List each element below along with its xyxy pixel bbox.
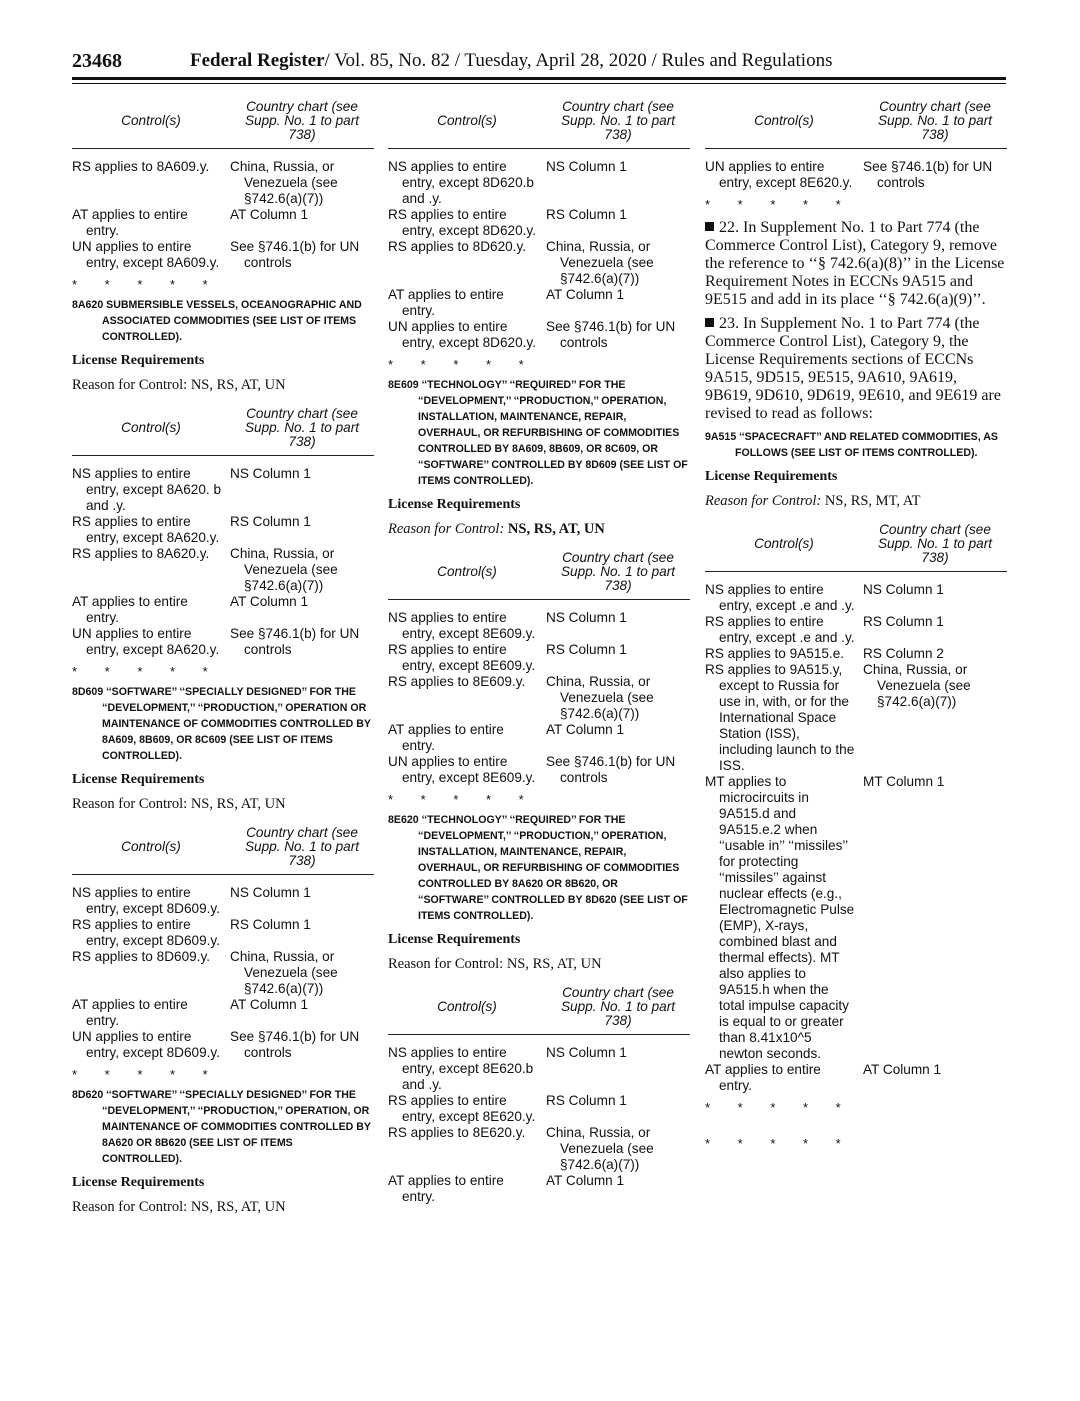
eccn-heading: 8E609 ‘‘TECHNOLOGY’’ ‘‘REQUIRED’’ FOR THE ‘‘DEVELOPMENT,’’ ‘‘PRODUCTION,’’ OPERATION, INSTALLATION, MAINTENANCE, REPAIR, OVERHAUL, OR REFURBISHING OF COMMODITIES CONTROLLED BY 8A609, 8B609, OR 8C609, OR ‘‘SOFTWARE’’ CONTROLLED BY 8D609 (SEE LIST OF ITEMS CONTROLLED). xyxy=(388,379,688,487)
control-header: Control(s) xyxy=(121,420,181,435)
reason-for-control xyxy=(388,956,690,972)
control-cell: RS applies to entire entry, except .e and .y. xyxy=(705,614,855,645)
control-cell: RS applies to entire entry, except 8E609.y. xyxy=(388,642,536,673)
country-chart-cell: China, Russia, or Venezuela (see §742.6(a)(7)) xyxy=(230,546,338,593)
country-chart-cell: See §746.1(b) for UN controls xyxy=(230,626,360,657)
country-chart-cell: RS Column 1 xyxy=(863,614,944,629)
paragraph-text: 23. In Supplement No. 1 to Part 774 (the Commerce Control List), Category 9, the License Requirements sections of ECCNs 9A515, 9D515, 9E515, 9A610, 9A619, 9B619, 9D610, 9D619, 9E610, and 9E619 are revised to read as follows: xyxy=(705,315,1001,422)
reason-label: Reason for Control: xyxy=(388,521,505,537)
country-chart-header: Country chart (see Supp. No. 1 to part 738) xyxy=(877,99,993,142)
control-cell: NS applies to entire entry, except 8D609.y. xyxy=(72,885,220,916)
table-row xyxy=(72,239,374,271)
control-cell: NS applies to entire entry, except 8A620. b and .y. xyxy=(72,466,222,513)
country-chart-cell: RS Column 2 xyxy=(863,646,944,661)
country-chart-header: Country chart (see Supp. No. 1 to part 738) xyxy=(560,99,676,142)
table-header xyxy=(388,986,690,1035)
license-table xyxy=(72,159,374,271)
country-chart-cell: RS Column 1 xyxy=(546,207,627,222)
table-row xyxy=(705,774,1007,1062)
square-bullet-icon xyxy=(705,222,714,231)
license-requirements-heading: License Requirements xyxy=(72,772,205,787)
table-row xyxy=(388,722,690,754)
control-cell: RS applies to 8A609.y. xyxy=(72,159,210,174)
ellipsis-stars: * * * * * xyxy=(72,664,208,679)
ellipsis-stars: * * * * * xyxy=(388,792,524,807)
reason-for-control xyxy=(72,377,374,393)
eccn-heading: 9A515 ‘‘SPACECRAFT’’ AND RELATED COMMODITIES, AS FOLLOWS (SEE LIST OF ITEMS CONTROLLED). xyxy=(705,431,998,459)
country-chart-cell: China, Russia, or Venezuela (see §742.6(a)(7)) xyxy=(230,159,338,206)
table-row xyxy=(72,917,374,949)
control-cell: AT applies to entire entry. xyxy=(388,1173,504,1204)
reason-value: NS, RS, AT, UN xyxy=(190,377,286,393)
control-header: Control(s) xyxy=(121,113,181,128)
reason-label: Reason for Control: xyxy=(72,377,188,393)
table-row xyxy=(72,159,374,207)
license-table xyxy=(388,610,690,786)
reason-value: NS, RS, AT, UN xyxy=(507,521,605,537)
table-row xyxy=(72,997,374,1029)
control-cell: UN applies to entire entry, except 8D620.y. xyxy=(388,319,536,350)
country-chart-cell: RS Column 1 xyxy=(230,917,311,932)
amendment-paragraph-22 xyxy=(705,219,1007,309)
table-header xyxy=(705,523,1007,572)
license-table xyxy=(72,885,374,1061)
table-header xyxy=(388,100,690,149)
country-chart-cell: AT Column 1 xyxy=(230,594,309,609)
square-bullet-icon xyxy=(705,318,714,327)
control-cell: NS applies to entire entry, except 8E609.y. xyxy=(388,610,536,641)
table-row xyxy=(388,610,690,642)
country-chart-cell: See §746.1(b) for UN controls xyxy=(230,1029,360,1060)
license-table xyxy=(72,466,374,658)
reason-for-control xyxy=(72,1199,374,1215)
column-3 xyxy=(705,100,1007,1156)
country-chart-cell: AT Column 1 xyxy=(546,1173,625,1188)
country-chart-cell: NS Column 1 xyxy=(230,466,311,481)
control-cell: AT applies to entire entry. xyxy=(72,594,188,625)
country-chart-header: Country chart (see Supp. No. 1 to part 738) xyxy=(244,99,360,142)
reason-value: NS, RS, AT, UN xyxy=(506,956,602,972)
country-chart-cell: AT Column 1 xyxy=(546,287,625,302)
country-chart-cell: NS Column 1 xyxy=(546,159,627,174)
table-row xyxy=(72,207,374,239)
country-chart-header: Country chart (see Supp. No. 1 to part 738) xyxy=(244,406,360,449)
control-cell: NS applies to entire entry, except .e and .y. xyxy=(705,582,855,613)
control-cell: UN applies to entire entry, except 8A620.y. xyxy=(72,626,220,657)
ellipsis-stars: * * * * * xyxy=(72,277,208,292)
country-chart-cell: RS Column 1 xyxy=(546,642,627,657)
table-row xyxy=(388,239,690,287)
license-requirements-heading: License Requirements xyxy=(72,353,205,368)
page-number: 23468 xyxy=(72,50,122,72)
table-row xyxy=(388,674,690,722)
ellipsis-stars: * * * * * xyxy=(388,357,524,372)
control-cell: NS applies to entire entry, except 8D620.b and .y. xyxy=(388,159,534,206)
table-row xyxy=(705,1062,1007,1094)
table-row xyxy=(705,614,1007,646)
table-row xyxy=(72,1029,374,1061)
country-chart-header: Country chart (see Supp. No. 1 to part 738) xyxy=(877,522,993,565)
table-header xyxy=(72,407,374,456)
control-header: Control(s) xyxy=(437,564,497,579)
paragraph-text: 22. In Supplement No. 1 to Part 774 (the Commerce Control List), Category 9, remove the reference to ‘‘§ 742.6(a)(8)’’ in the License Requirement Notes in ECCNs 9A515 and 9E515 and add in its place ‘‘§ 742.6(a)(9)’’. xyxy=(705,219,1005,308)
ellipsis-stars: * * * * * xyxy=(72,1067,208,1082)
control-cell: RS applies to 8A620.y. xyxy=(72,546,210,561)
table-row xyxy=(388,1045,690,1093)
ellipsis-stars: * * * * * xyxy=(705,1136,841,1151)
license-table xyxy=(388,1045,690,1205)
control-cell: AT applies to entire entry. xyxy=(72,207,188,238)
eccn-heading: 8A620 SUBMERSIBLE VESSELS, OCEANOGRAPHIC AND ASSOCIATED COMMODITIES (SEE LIST OF ITEMS CONTROLLED). xyxy=(72,299,362,343)
reason-label: Reason for Control: xyxy=(72,1199,188,1215)
control-cell: UN applies to entire entry, except 8E609.y. xyxy=(388,754,536,785)
control-cell: UN applies to entire entry, except 8D609.y. xyxy=(72,1029,220,1060)
table-row xyxy=(388,207,690,239)
country-chart-cell: See §746.1(b) for UN controls xyxy=(546,319,676,350)
issue-info: / Vol. 85, No. 82 / Tuesday, April 28, 2020 / Rules and Regulations xyxy=(324,50,833,71)
table-row xyxy=(388,1173,690,1205)
country-chart-cell: RS Column 1 xyxy=(546,1093,627,1108)
control-header: Control(s) xyxy=(121,839,181,854)
table-row xyxy=(388,642,690,674)
eccn-heading: 8E620 ‘‘TECHNOLOGY’’ ‘‘REQUIRED’’ FOR THE ‘‘DEVELOPMENT,’’ ‘‘PRODUCTION,’’ OPERATION, INSTALLATION, MAINTENANCE, REPAIR, OVERHAUL, OR REFURBISHING OF COMMODITIES CONTROLLED BY 8A620 OR 8B620, OR ‘‘SOFTWARE’’ CONTROLLED BY 8D620 (SEE LIST OF ITEMS CONTROLLED). xyxy=(388,814,688,922)
license-requirements-heading: License Requirements xyxy=(72,1175,205,1190)
control-cell: RS applies to 8E609.y. xyxy=(388,674,526,689)
license-requirements-heading: License Requirements xyxy=(705,469,838,484)
license-requirements-heading: License Requirements xyxy=(388,932,521,947)
license-requirements-heading: License Requirements xyxy=(388,497,521,512)
license-table xyxy=(705,159,1007,191)
eccn-heading: 8D620 ‘‘SOFTWARE’’ ‘‘SPECIALLY DESIGNED’’ FOR THE ‘‘DEVELOPMENT,’’ ‘‘PRODUCTION,’’ OPERATION, OR MAINTENANCE OF COMMODITIES CONTROLLED BY 8A620 OR 8B620 (SEE LIST OF ITEMS CONTROLLED). xyxy=(72,1089,371,1165)
table-row xyxy=(388,1093,690,1125)
country-chart-cell: China, Russia, or Venezuela (see §742.6(a)(7)) xyxy=(546,239,654,286)
table-row xyxy=(72,885,374,917)
table-row xyxy=(388,754,690,786)
control-cell: AT applies to entire entry. xyxy=(72,997,188,1028)
publication-name: Federal Register xyxy=(190,50,325,71)
country-chart-cell: NS Column 1 xyxy=(863,582,944,597)
country-chart-cell: AT Column 1 xyxy=(230,997,309,1012)
country-chart-cell: China, Russia, or Venezuela (see §742.6(a)(7)) xyxy=(230,949,338,996)
table-row xyxy=(388,159,690,207)
table-row xyxy=(388,287,690,319)
table-row xyxy=(388,1125,690,1173)
control-header: Control(s) xyxy=(437,999,497,1014)
control-cell: RS applies to entire entry, except 8E620.y. xyxy=(388,1093,536,1124)
license-table xyxy=(705,582,1007,1094)
country-chart-cell: AT Column 1 xyxy=(230,207,309,222)
table-row xyxy=(705,159,1007,191)
reason-label: Reason for Control: xyxy=(388,956,504,972)
table-row xyxy=(72,626,374,658)
country-chart-cell: NS Column 1 xyxy=(546,1045,627,1060)
table-row xyxy=(72,949,374,997)
country-chart-header: Country chart (see Supp. No. 1 to part 738) xyxy=(560,985,676,1028)
control-cell: RS applies to 9A515.y, except to Russia for use in, with, or for the International Space Station (ISS), including launch to the ISS. xyxy=(705,662,855,773)
table-row xyxy=(388,319,690,351)
table-row xyxy=(705,662,1007,774)
control-cell: RS applies to 8D620.y. xyxy=(388,239,527,254)
reason-for-control xyxy=(705,493,1007,509)
table-row xyxy=(72,514,374,546)
control-cell: NS applies to entire entry, except 8E620.b and .y. xyxy=(388,1045,534,1092)
reason-value: NS, RS, MT, AT xyxy=(824,493,921,509)
reason-value: NS, RS, AT, UN xyxy=(190,1199,286,1215)
column-2 xyxy=(388,100,690,1205)
reason-label: Reason for Control: xyxy=(72,796,188,812)
country-chart-cell: AT Column 1 xyxy=(863,1062,942,1077)
control-cell: RS applies to 9A515.e. xyxy=(705,646,845,661)
table-row xyxy=(72,546,374,594)
country-chart-header: Country chart (see Supp. No. 1 to part 738) xyxy=(244,825,360,868)
control-cell: UN applies to entire entry, except 8E620.y. xyxy=(705,159,853,190)
ellipsis-stars: * * * * * xyxy=(705,197,841,212)
country-chart-cell: NS Column 1 xyxy=(230,885,311,900)
reason-for-control xyxy=(72,796,374,812)
country-chart-cell: AT Column 1 xyxy=(546,722,625,737)
country-chart-cell: NS Column 1 xyxy=(546,610,627,625)
amendment-paragraph-23 xyxy=(705,315,1007,423)
control-cell: RS applies to entire entry, except 8A620.y. xyxy=(72,514,220,545)
license-table xyxy=(388,159,690,351)
table-header xyxy=(705,100,1007,149)
country-chart-cell: RS Column 1 xyxy=(230,514,311,529)
control-header: Control(s) xyxy=(437,113,497,128)
control-cell: RS applies to entire entry, except 8D620.y. xyxy=(388,207,536,238)
table-row xyxy=(72,466,374,514)
eccn-heading: 8D609 ‘‘SOFTWARE’’ ‘‘SPECIALLY DESIGNED’’ FOR THE ‘‘DEVELOPMENT,’’ ‘‘PRODUCTION,’’ OPERATION OR MAINTENANCE OF COMMODITIES CONTROLLED BY 8A609, 8B609, OR 8C609 (SEE LIST OF ITEMS CONTROLLED). xyxy=(72,686,371,762)
country-chart-cell: See §746.1(b) for UN controls xyxy=(546,754,676,785)
control-cell: AT applies to entire entry. xyxy=(388,722,504,753)
table-header xyxy=(388,551,690,600)
country-chart-cell: See §746.1(b) for UN controls xyxy=(230,239,360,270)
control-cell: AT applies to entire entry. xyxy=(388,287,504,318)
control-cell: AT applies to entire entry. xyxy=(705,1062,821,1093)
country-chart-cell: China, Russia, or Venezuela (see §742.6(a)(7)) xyxy=(863,662,971,709)
table-row xyxy=(705,582,1007,614)
reason-for-control xyxy=(388,521,690,537)
header-rule-thick xyxy=(72,77,1006,80)
reason-label: Reason for Control: xyxy=(705,493,822,509)
page-header xyxy=(72,50,1006,80)
publication-title xyxy=(190,50,832,72)
control-header: Control(s) xyxy=(754,536,814,551)
table-header xyxy=(72,100,374,149)
table-header xyxy=(72,826,374,875)
control-cell: UN applies to entire entry, except 8A609.y. xyxy=(72,239,220,270)
control-cell: MT applies to microcircuits in 9A515.d and 9A515.e.2 when ‘‘usable in’’ ‘‘missiles’’ for protecting ‘‘missiles’’ against nuclear effects (e.g., Electromagnetic Pulse (EMP), X-rays, combined blast and thermal effects). MT also applies to 9A515.h when the total impulse capacity is equal to or greater than 8.41x10^5 newton seconds. xyxy=(705,774,855,1061)
control-cell: RS applies to 8E620.y. xyxy=(388,1125,526,1140)
column-1 xyxy=(72,100,374,1229)
country-chart-cell: MT Column 1 xyxy=(863,774,945,789)
control-header: Control(s) xyxy=(754,113,814,128)
table-row xyxy=(705,646,1007,662)
control-cell: RS applies to 8D609.y. xyxy=(72,949,211,964)
reason-value: NS, RS, AT, UN xyxy=(190,796,286,812)
control-cell: RS applies to entire entry, except 8D609.y. xyxy=(72,917,220,948)
country-chart-cell: China, Russia, or Venezuela (see §742.6(a)(7)) xyxy=(546,1125,654,1172)
country-chart-cell: See §746.1(b) for UN controls xyxy=(863,159,993,190)
country-chart-header: Country chart (see Supp. No. 1 to part 738) xyxy=(560,550,676,593)
header-rule-thin xyxy=(72,83,1006,84)
table-row xyxy=(72,594,374,626)
country-chart-cell: China, Russia, or Venezuela (see §742.6(a)(7)) xyxy=(546,674,654,721)
ellipsis-stars: * * * * * xyxy=(705,1100,841,1115)
